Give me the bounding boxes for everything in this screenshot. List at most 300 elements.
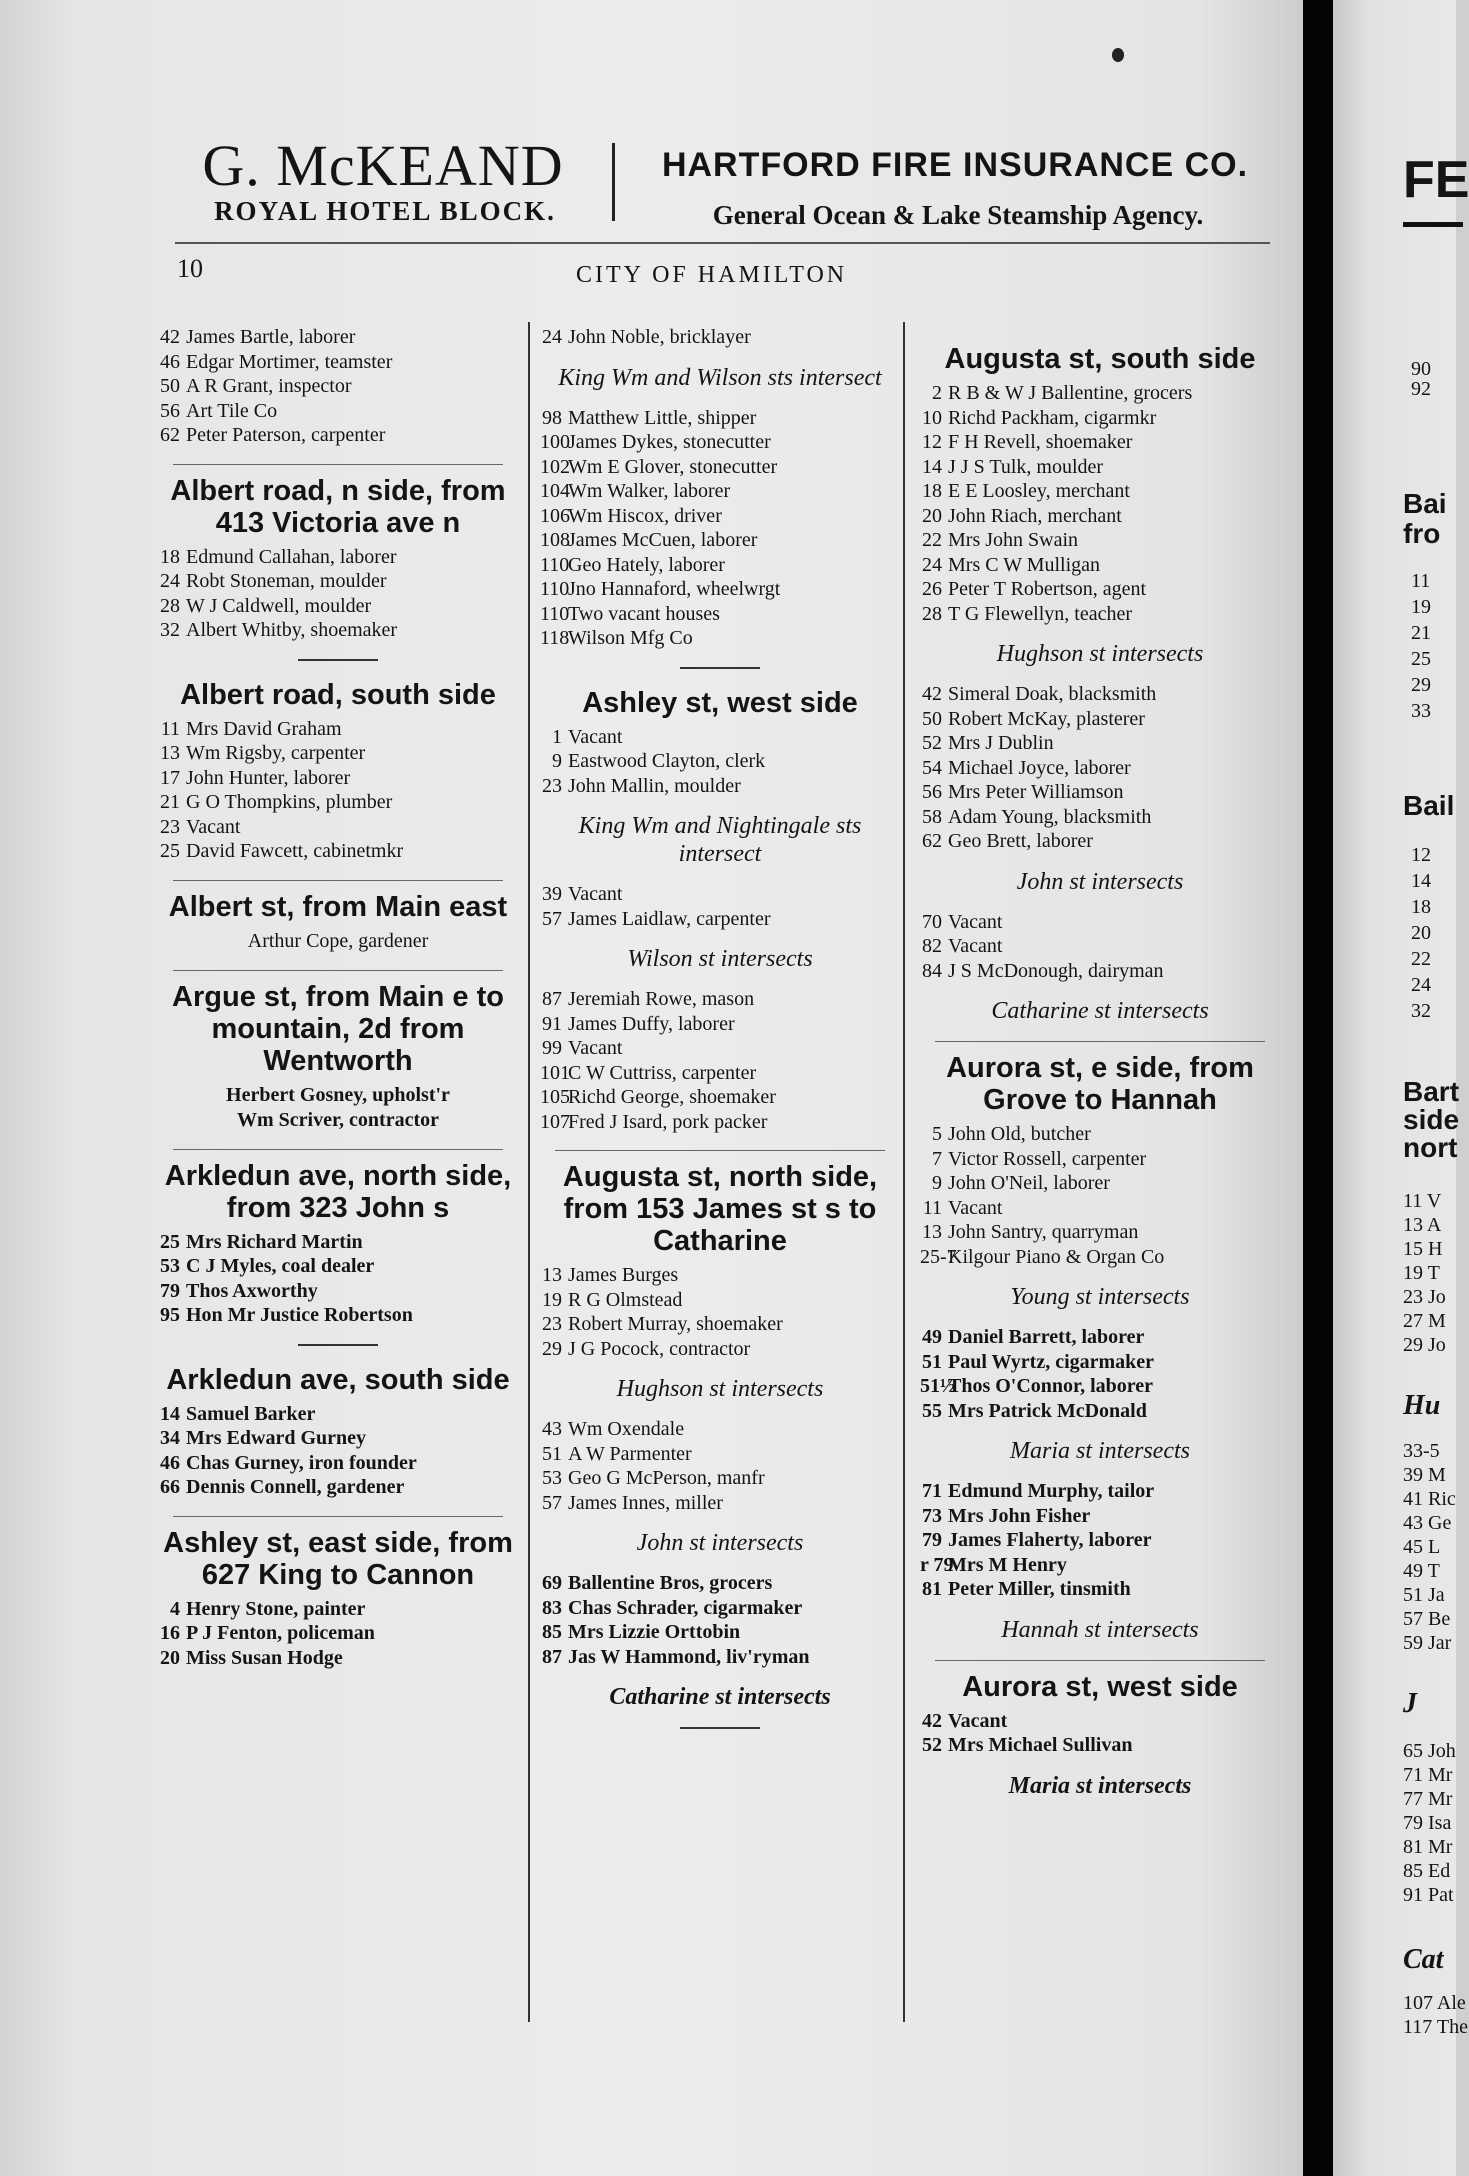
resident-name: Richd George, shoemaker: [568, 1086, 776, 1108]
resident-name: J J S Tulk, moulder: [948, 455, 1104, 478]
adjacent-page-fragment: J: [1403, 1688, 1417, 1719]
resident-name: Mrs Peter Williamson: [948, 781, 1124, 803]
house-number: 87: [542, 1645, 562, 1668]
house-number: 69: [542, 1572, 562, 1594]
house-number: 5: [932, 1123, 942, 1145]
house-number: 1: [552, 725, 562, 748]
directory-entry: [158, 1597, 518, 1622]
adjacent-page-fragment: 27 M: [1403, 1310, 1446, 1332]
resident-name: Peter Paterson, carpenter: [186, 424, 386, 446]
house-number: 24: [542, 326, 562, 348]
adjacent-page-fragment: 51 Ja: [1403, 1584, 1445, 1606]
street-heading: Albert road, n side, from 413 Victoria ave n: [170, 474, 506, 539]
adjacent-page-fragment: 43 Ge: [1403, 1512, 1452, 1534]
resident-name: James Flaherty, laborer: [948, 1529, 1152, 1551]
resident-name: John Santry, quarryman: [948, 1221, 1139, 1243]
house-number: 9: [932, 1172, 942, 1194]
directory-entry: [920, 1504, 1280, 1529]
directory-entry: [540, 602, 900, 627]
directory-entry: [158, 374, 518, 399]
house-number: 23: [542, 1313, 562, 1335]
directory-entry: [158, 1621, 518, 1646]
entry-list: [920, 1122, 1280, 1269]
resident-name: Thos O'Connor, laborer: [948, 1375, 1154, 1397]
directory-entry: [540, 987, 900, 1012]
house-number: 62: [160, 424, 180, 446]
house-number: 118: [540, 627, 570, 649]
house-number: 25: [160, 840, 180, 862]
adjacent-page-fragment: 11: [1411, 570, 1431, 592]
house-number: 9: [552, 750, 562, 772]
section-rule: [555, 1150, 885, 1151]
directory-entry: [540, 455, 900, 480]
directory-entry: [920, 1220, 1280, 1245]
house-number: 21: [160, 791, 180, 813]
street-heading: Aurora st, west side: [962, 1670, 1238, 1703]
resident-name: Vacant: [948, 1196, 1003, 1219]
intersection-note: Hughson st intersects: [616, 1376, 824, 1402]
house-number: 20: [922, 504, 942, 527]
short-rule: [298, 659, 378, 661]
house-number: 10: [922, 406, 942, 429]
adjacent-page-fragment: 29 Jo: [1403, 1334, 1446, 1356]
adjacent-page-fragment: Bart: [1403, 1076, 1460, 1107]
resident-name: Vacant: [568, 883, 623, 905]
directory-entry: [540, 479, 900, 504]
house-number: 110: [540, 578, 570, 600]
entry-list: [158, 1230, 518, 1328]
directory-entry: [920, 1122, 1280, 1147]
advert-left-title: G. McKEAND: [202, 133, 564, 198]
house-number: 14: [160, 1402, 180, 1425]
resident-name: Robt Stoneman, moulder: [186, 570, 387, 592]
directory-entry: [920, 1479, 1280, 1504]
intersection-note: Maria st intersects: [1008, 1772, 1192, 1799]
house-number: 84: [922, 959, 942, 982]
directory-entry: [158, 741, 518, 766]
directory-entry: [920, 1325, 1280, 1350]
intersection-note: Maria st intersects: [1010, 1438, 1190, 1464]
adjacent-page-fragment: 65 Joh: [1403, 1740, 1456, 1762]
house-number: 53: [160, 1255, 180, 1277]
directory-entry: [920, 1147, 1280, 1172]
directory-entry: Herbert Gosney, upholst'r: [226, 1083, 450, 1106]
directory-entry: [540, 1442, 900, 1467]
house-number: 79: [160, 1279, 180, 1302]
directory-entry: [920, 553, 1280, 578]
house-number: 87: [542, 988, 562, 1010]
directory-entry: [158, 1402, 518, 1427]
resident-name: Mrs Edward Gurney: [186, 1427, 366, 1449]
resident-name: Geo G McPerson, manfr: [568, 1467, 765, 1489]
resident-name: Fred J Isard, pork packer: [568, 1110, 768, 1133]
intersection-note: Young st intersects: [1010, 1284, 1190, 1310]
entry-list: [158, 325, 518, 448]
directory-entry: [920, 1350, 1280, 1375]
directory-entry: [540, 577, 900, 602]
directory-entry: [920, 577, 1280, 602]
house-number: 13: [542, 1264, 562, 1286]
column-2: [540, 325, 900, 1747]
resident-name: Henry Stone, painter: [186, 1597, 366, 1620]
house-number: 25: [160, 1230, 180, 1253]
resident-name: Peter Miller, tinsmith: [948, 1578, 1131, 1600]
directory-entry: [158, 350, 518, 375]
house-number: 57: [542, 907, 562, 930]
directory-entry: [920, 479, 1280, 504]
resident-name: John O'Neil, laborer: [948, 1172, 1110, 1194]
adjacent-page-fragment: Bail: [1403, 790, 1455, 821]
intersection-note: Hannah st intersects: [1001, 1616, 1199, 1643]
resident-name: Victor Rossell, carpenter: [948, 1147, 1147, 1170]
adjacent-page-fragment: 24: [1411, 974, 1431, 996]
adjacent-page-fragment: 91 Pat: [1403, 1884, 1454, 1906]
directory-entry: [920, 430, 1280, 455]
section-rule: [935, 1660, 1265, 1661]
directory-entry: [920, 1399, 1280, 1424]
house-number: 62: [922, 830, 942, 852]
resident-name: Geo Hately, laborer: [568, 553, 725, 576]
house-number: 19: [542, 1288, 562, 1311]
adjacent-page-fragment: 19: [1411, 596, 1431, 618]
resident-name: David Fawcett, cabinetmkr: [186, 840, 404, 862]
header-rule: [175, 242, 1270, 244]
directory-entry: [540, 882, 900, 907]
house-number: 17: [160, 766, 180, 789]
resident-name: Wm Hiscox, driver: [568, 504, 722, 527]
resident-name: John Hunter, laborer: [186, 766, 351, 789]
resident-name: Vacant: [568, 1037, 623, 1059]
directory-entry: [158, 766, 518, 791]
house-number: 29: [542, 1337, 562, 1360]
adjacent-page-fragment: 11 V: [1403, 1190, 1442, 1212]
entry-list: [540, 1571, 900, 1669]
directory-entry: [920, 602, 1280, 627]
resident-name: Miss Susan Hodge: [186, 1646, 343, 1669]
house-number: 24: [160, 570, 180, 592]
adjacent-page-fragment: 18: [1411, 896, 1431, 918]
entry-list: [920, 1709, 1280, 1758]
house-number: 95: [160, 1304, 180, 1326]
intersection-note: Hughson st intersects: [996, 641, 1204, 667]
directory-entry: [920, 829, 1280, 854]
house-number: 100: [540, 431, 570, 453]
house-number: 56: [160, 399, 180, 422]
house-number: 4: [170, 1597, 180, 1620]
house-number: 49: [922, 1326, 942, 1348]
entry-list: [540, 406, 900, 651]
house-number: 81: [922, 1578, 942, 1600]
directory-entry: [540, 1337, 900, 1362]
directory-entry: [158, 1426, 518, 1451]
directory-entry: [158, 717, 518, 742]
directory-entry: [920, 910, 1280, 935]
directory-entry: [540, 553, 900, 578]
house-number: 99: [542, 1037, 562, 1059]
resident-name: Chas Schrader, cigarmaker: [568, 1596, 803, 1619]
entry-list: [920, 682, 1280, 854]
house-number: 70: [922, 910, 942, 933]
directory-entry: [920, 406, 1280, 431]
directory-entry: [540, 1620, 900, 1645]
directory-entry: [158, 594, 518, 619]
page-number: 10: [177, 254, 203, 283]
resident-name: Edmund Callahan, laborer: [186, 545, 397, 568]
directory-entry: [158, 569, 518, 594]
intersection-note: John st intersects: [1016, 868, 1184, 895]
directory-entry: [540, 1061, 900, 1086]
house-number: 12: [922, 431, 942, 453]
resident-name: P J Fenton, policeman: [186, 1622, 375, 1644]
resident-name: Matthew Little, shipper: [568, 406, 757, 429]
resident-name: T G Flewellyn, teacher: [948, 602, 1133, 625]
house-number: 42: [160, 326, 180, 348]
directory-entry: [920, 1733, 1280, 1758]
street-heading: Arkledun ave, north side, from 323 John s: [164, 1159, 512, 1224]
resident-name: J S McDonough, dairyman: [948, 959, 1164, 982]
house-number: 82: [922, 935, 942, 957]
entry-list: [158, 1083, 518, 1133]
house-number: 32: [160, 619, 180, 641]
house-number: 71: [922, 1480, 942, 1502]
directory-entry: [158, 325, 518, 350]
directory-entry: [920, 1709, 1280, 1734]
house-number: 73: [922, 1504, 942, 1527]
resident-name: James Burges: [568, 1264, 679, 1286]
directory-entry: [540, 774, 900, 799]
resident-name: John Old, butcher: [948, 1123, 1091, 1145]
resident-name: Thos Axworthy: [186, 1279, 318, 1302]
directory-entry: [158, 399, 518, 424]
resident-name: Edgar Mortimer, teamster: [186, 350, 393, 373]
short-rule: [680, 667, 760, 669]
resident-name: Mrs David Graham: [186, 717, 342, 740]
directory-entry: [920, 756, 1280, 781]
adjacent-page-fragment: 15 H: [1403, 1238, 1443, 1260]
adjacent-page-fragment: nort: [1403, 1132, 1458, 1163]
advert-left-subtitle: ROYAL HOTEL BLOCK.: [214, 196, 556, 226]
adjacent-page-fragment: 33-5: [1403, 1440, 1440, 1462]
house-number: 28: [160, 594, 180, 617]
directory-entry: [920, 1171, 1280, 1196]
street-heading: Augusta st, north side, from 153 James st s to Catharine: [562, 1161, 878, 1257]
resident-name: James Laidlaw, carpenter: [568, 907, 771, 930]
directory-entry: [920, 707, 1280, 732]
resident-name: Art Tile Co: [186, 399, 278, 422]
resident-name: John Noble, bricklayer: [568, 326, 751, 348]
directory-entry: [158, 1303, 518, 1328]
house-number: 51½: [920, 1375, 955, 1397]
adjacent-page-fragment: 107 Ale: [1403, 1992, 1466, 2014]
resident-name: Michael Joyce, laborer: [948, 756, 1131, 779]
short-rule: [298, 1344, 378, 1346]
directory-entry: [920, 805, 1280, 830]
directory-entry: [540, 1012, 900, 1037]
house-number: 2: [932, 382, 942, 404]
resident-name: Wm Walker, laborer: [568, 480, 731, 502]
entry-list: [540, 882, 900, 931]
entry-list: [540, 987, 900, 1134]
intersection-note: Wilson st intersects: [627, 946, 813, 972]
directory-entry: [540, 1312, 900, 1337]
directory-entry: [920, 1528, 1280, 1553]
house-number: 28: [922, 602, 942, 625]
resident-name: Hon Mr Justice Robertson: [186, 1304, 413, 1326]
entry-list: [158, 1402, 518, 1500]
house-number: 16: [160, 1622, 180, 1644]
resident-name: Mrs Lizzie Orttobin: [568, 1621, 741, 1643]
adjacent-page-slice: [1333, 0, 1469, 2176]
resident-name: Geo Brett, laborer: [948, 830, 1093, 852]
resident-name: Mrs Patrick McDonald: [948, 1399, 1147, 1422]
house-number: 108: [540, 529, 570, 551]
directory-entry: [540, 430, 900, 455]
house-number: 22: [922, 529, 942, 551]
house-number: 42: [922, 683, 942, 705]
section-rule: [173, 1516, 503, 1517]
resident-name: F H Revell, shoemaker: [948, 431, 1133, 453]
intersection-note: King Wm and Wilson sts intersect: [558, 364, 882, 391]
street-heading: Arkledun ave, south side: [166, 1363, 510, 1396]
resident-name: C W Cuttriss, carpenter: [568, 1061, 757, 1084]
adjacent-page-fragment: 19 T: [1403, 1262, 1440, 1284]
entry-list: [920, 381, 1280, 626]
directory-entry: [920, 1553, 1280, 1578]
intersection-note: Catharine st intersects: [991, 998, 1209, 1024]
adjacent-page-fragment: 45 L: [1403, 1536, 1441, 1558]
resident-name: John Mallin, moulder: [568, 774, 741, 797]
directory-entry: [540, 1085, 900, 1110]
advert-right-title: HARTFORD FIRE INSURANCE CO.: [661, 146, 1249, 184]
resident-name: James Dykes, stonecutter: [568, 431, 771, 453]
adjacent-page-rule: [1403, 222, 1463, 227]
resident-name: Adam Young, blacksmith: [948, 805, 1152, 828]
resident-name: Daniel Barrett, laborer: [948, 1326, 1145, 1348]
street-heading: Albert st, from Main east: [168, 890, 508, 923]
street-heading: Augusta st, south side: [944, 343, 1256, 375]
house-number: 101: [540, 1061, 570, 1084]
adjacent-page-fragment: 41 Ric: [1403, 1488, 1456, 1510]
house-number: 23: [160, 815, 180, 838]
directory-entry: [158, 790, 518, 815]
resident-name: Jeremiah Rowe, mason: [568, 988, 755, 1010]
house-number: 104: [540, 480, 570, 502]
section-rule: [173, 880, 503, 881]
adjacent-page-fragment: 39 M: [1403, 1464, 1446, 1486]
directory-entry: [540, 325, 900, 350]
directory-entry: [920, 1374, 1280, 1399]
house-number: 53: [542, 1467, 562, 1489]
house-number: 66: [160, 1476, 180, 1498]
house-number: 46: [160, 350, 180, 373]
house-number: 58: [922, 805, 942, 828]
resident-name: Ballentine Bros, grocers: [568, 1572, 773, 1594]
resident-name: Edmund Murphy, tailor: [948, 1480, 1155, 1502]
section-rule: [935, 1041, 1265, 1042]
house-number: 23: [542, 774, 562, 797]
directory-entry: [920, 1196, 1280, 1221]
adjacent-page-fragment: Hu: [1403, 1390, 1441, 1421]
house-number: 85: [542, 1621, 562, 1643]
house-number: 51: [542, 1442, 562, 1465]
adjacent-page-fragment: 14: [1411, 870, 1431, 892]
resident-name: W J Caldwell, moulder: [186, 594, 372, 617]
entry-list: [540, 725, 900, 799]
resident-name: Robert McKay, plasterer: [948, 707, 1145, 730]
adjacent-page-fragment: 90: [1411, 358, 1431, 380]
directory-entry: [540, 1417, 900, 1442]
house-number: r 79: [920, 1553, 954, 1576]
adjacent-page-fragment: 29: [1411, 674, 1431, 696]
adjacent-page-fragment: 23 Jo: [1403, 1286, 1446, 1308]
adjacent-page-fragment: 20: [1411, 922, 1431, 944]
directory-entry: [540, 1110, 900, 1135]
adjacent-page-fragment: 22: [1411, 948, 1431, 970]
house-number: 51: [922, 1350, 942, 1373]
house-number: 46: [160, 1451, 180, 1474]
directory-entry: [540, 1571, 900, 1596]
house-number: 106: [540, 504, 570, 527]
house-number: 56: [922, 781, 942, 803]
adjacent-page-fragment: 117 The: [1403, 2016, 1468, 2038]
house-number: 79: [922, 1529, 942, 1551]
adjacent-page-fragment: 79 Isa: [1403, 1812, 1452, 1834]
house-number: 110: [540, 553, 570, 576]
house-number: 102: [540, 455, 570, 478]
directory-entry: [540, 1263, 900, 1288]
resident-name: Vacant: [948, 910, 1003, 933]
section-rule: [173, 970, 503, 971]
resident-name: A R Grant, inspector: [186, 375, 352, 397]
house-number: 11: [922, 1196, 942, 1219]
house-number: 20: [160, 1646, 180, 1669]
resident-name: Wilson Mfg Co: [568, 627, 693, 649]
resident-name: Vacant: [948, 935, 1003, 957]
entry-list: [920, 910, 1280, 984]
resident-name: C J Myles, coal dealer: [186, 1255, 375, 1277]
adjacent-page-fragment: 57 Be: [1403, 1608, 1451, 1630]
house-number: 18: [922, 480, 942, 502]
resident-name: Wm Rigsby, carpenter: [186, 742, 366, 764]
entry: Arthur Cope, gardener: [247, 929, 429, 952]
resident-name: Albert Whitby, shoemaker: [186, 619, 398, 641]
street-heading: Aurora st, e side, from Grove to Hannah: [946, 1052, 1254, 1116]
house-number: 11: [160, 717, 180, 740]
resident-name: R B & W J Ballentine, grocers: [948, 382, 1193, 404]
directory-entry: [540, 1491, 900, 1516]
resident-name: Mrs J Dublin: [948, 732, 1054, 754]
directory-entry: [540, 1288, 900, 1313]
entry-list: [920, 1325, 1280, 1423]
column-1: [158, 325, 518, 1684]
resident-name: Wm Oxendale: [568, 1418, 685, 1440]
resident-name: Richd Packham, cigarmkr: [948, 406, 1157, 429]
intersection-note: King Wm and Nightingale sts intersect: [578, 813, 862, 867]
adjacent-page-fragment: 21: [1411, 622, 1431, 644]
resident-name: James McCuen, laborer: [568, 529, 758, 551]
directory-entry: [540, 626, 900, 651]
directory-entry: [158, 423, 518, 448]
resident-name: Vacant: [568, 725, 623, 748]
house-number: 34: [160, 1427, 180, 1449]
house-number: 13: [160, 742, 180, 764]
resident-name: Chas Gurney, iron founder: [186, 1451, 417, 1474]
resident-name: John Riach, merchant: [948, 504, 1122, 527]
house-number: 52: [922, 1734, 942, 1756]
adjacent-page-fragment: Bai: [1403, 488, 1447, 519]
resident-name: Jno Hannaford, wheelwrgt: [568, 578, 781, 600]
adjacent-page-fragment: 59 Jar: [1403, 1632, 1452, 1654]
